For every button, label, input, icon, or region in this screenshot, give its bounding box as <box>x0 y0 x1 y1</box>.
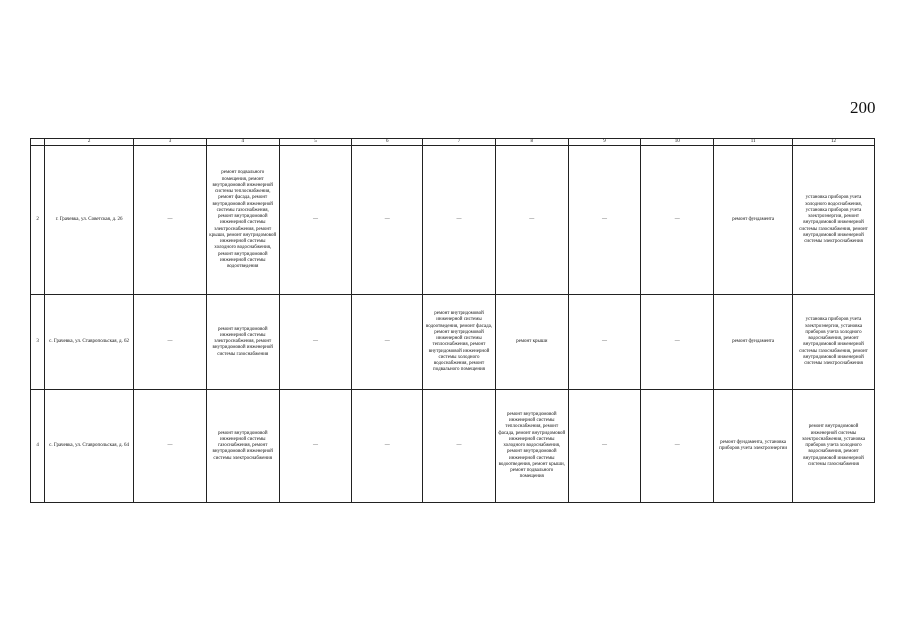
table-cell: — <box>641 146 714 295</box>
table-cell: ремонт подвального помещения, ремонт внутридомовой инженерной системы теплоснабжения, ремонт фасада, ремонт внутридомовой инженерной системы газоснабжения, ремонт внутридомовой инженерной системы электроснабжения, ремонт крыши, ремонт внутридомовой инженерной системы холодного водоснабжения, ремонт внутридомовой инженерной системы водоотведения <box>206 146 279 295</box>
header-cell: 10 <box>641 139 714 146</box>
table-cell: — <box>279 146 352 295</box>
page-number: 200 <box>850 98 876 117</box>
table-cell: ремонт внутридомовой инженерной системы водоотведения, ремонт фасада, ремонт внутридомовой инженерной системы теплоснабжения, ремонт внутридомовой инженерной системы холодного водоснабжения, ремонт подвального помещения <box>423 295 496 390</box>
header-cell: 4 <box>206 139 279 146</box>
header-row <box>31 139 875 146</box>
table-cell: — <box>279 295 352 390</box>
row-number: 3 <box>31 295 45 390</box>
table-cell: ремонт внутридомовой инженерной системы электроснабжения, установка приборов учета холодного водоснабжения, ремонт внутридомовой инженерной системы газоснабжения <box>793 390 875 503</box>
table-cell: — <box>495 146 568 295</box>
header-cell: 12 <box>793 139 875 146</box>
table-cell: — <box>568 295 641 390</box>
header-cell: 3 <box>134 139 207 146</box>
address-cell: с. Грачевка, ул. Ставропольская, д. 62 <box>45 295 134 390</box>
table-row <box>31 295 875 390</box>
works-table <box>30 138 875 503</box>
table-cell: ремонт крыши <box>495 295 568 390</box>
header-cell <box>31 139 45 146</box>
table-cell: установка приборов учета электроэнергии, установка приборов учета холодного водоснабжения, ремонт внутридомовой инженерной системы газоснабжения, ремонт внутридомовой инженерной системы электроснабжения <box>793 295 875 390</box>
address-cell: с. Грачевка, ул. Ставропольская, д. 64 <box>45 390 134 503</box>
table-cell: — <box>134 390 207 503</box>
table-cell: — <box>352 146 423 295</box>
table-cell: ремонт фундамента, установка приборов учета электроэнергии <box>714 390 793 503</box>
header-cell: 9 <box>568 139 641 146</box>
table-cell: — <box>568 390 641 503</box>
address-cell: г. Грачевка, ул. Советская, д. 26 <box>45 146 134 295</box>
header-cell: 2 <box>45 139 134 146</box>
table-cell: — <box>423 390 496 503</box>
header-cell: 7 <box>423 139 496 146</box>
table-cell: ремонт фундамента <box>714 146 793 295</box>
row-number: 2 <box>31 146 45 295</box>
header-cell: 8 <box>495 139 568 146</box>
table-cell: установка приборов учета холодного водоснабжения, установка приборов учета электроэнергии, ремонт внутридомовой инженерной системы газоснабжения, ремонт внутридомовой инженерной системы электроснабжения <box>793 146 875 295</box>
table-row <box>31 146 875 295</box>
header-cell: 6 <box>352 139 423 146</box>
table-cell: — <box>568 146 641 295</box>
header-cell: 11 <box>714 139 793 146</box>
table-cell: — <box>641 295 714 390</box>
table-cell: — <box>279 390 352 503</box>
table-cell: ремонт внутридомовой инженерной системы теплоснабжения, ремонт фасада, ремонт внутридомовой инженерной системы холодного водоснабжения, ремонт внутридомовой инженерной системы водоотведения, ремонт крыши, ремонт подвального помещения <box>495 390 568 503</box>
table-cell: — <box>352 390 423 503</box>
table-cell: — <box>134 295 207 390</box>
table-cell: ремонт фундамента <box>714 295 793 390</box>
table-cell: ремонт внутридомовой инженерной системы электроснабжения, ремонт внутридомовой инженерной системы газоснабжения <box>206 295 279 390</box>
table-row <box>31 390 875 503</box>
table-cell: — <box>352 295 423 390</box>
table-cell: — <box>423 146 496 295</box>
table-cell: ремонт внутридомовой инженерной системы газоснабжения, ремонт внутридомовой инженерной системы электроснабжения <box>206 390 279 503</box>
table-cell: — <box>134 146 207 295</box>
header-cell: 5 <box>279 139 352 146</box>
row-number: 4 <box>31 390 45 503</box>
table-cell: — <box>641 390 714 503</box>
